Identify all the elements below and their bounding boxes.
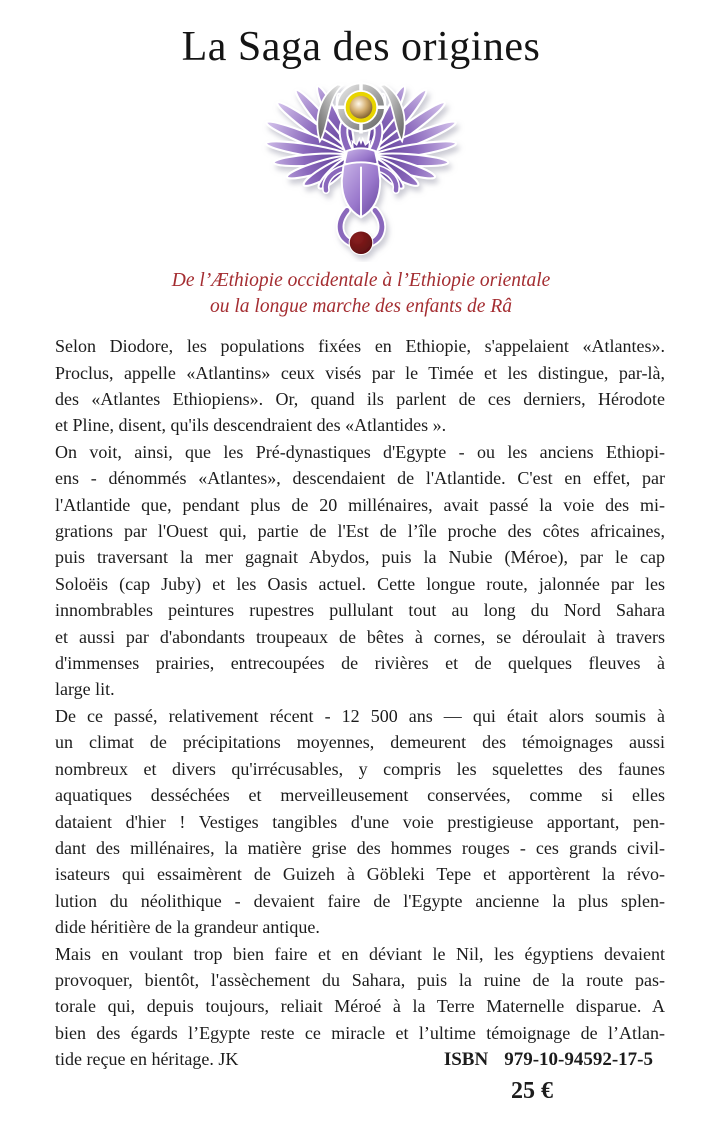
text-line: un climat de précipitations moyennes, demeurent des témoignages aussi bbox=[55, 732, 665, 753]
paragraph-2 bbox=[55, 439, 665, 703]
scarab-emblem-icon bbox=[247, 74, 475, 262]
page-title: La Saga des origines bbox=[181, 24, 541, 70]
price: 25 € bbox=[511, 1077, 553, 1104]
text-line: De ce passé, relativement récent - 12 500 ans — qui était alors soumis à bbox=[55, 705, 665, 726]
text-line: l'Atlantide que, pendant plus de 20 millénaires, avait passé la voie des mi- bbox=[55, 494, 665, 515]
text-line: d'immenses prairies, entrecoupées de rivières et de quelques fleuves à bbox=[55, 653, 665, 674]
text-line: Proclus, appelle «Atlantins» ceux visés par le Timée et les distingue, par-là, bbox=[55, 362, 665, 383]
body-text bbox=[55, 333, 665, 1105]
scarab-body bbox=[342, 139, 380, 218]
red-orb bbox=[349, 231, 373, 255]
closing-line: tide reçue en héritage. JK bbox=[55, 1049, 239, 1070]
isbn-label: ISBN bbox=[443, 1049, 489, 1071]
paragraph-1 bbox=[55, 333, 665, 439]
text-line: puis traversant la mer gagnait Abydos, puis la Nubie (Méroe), par le cap bbox=[55, 547, 665, 568]
text-line: provoquer, bientôt, l'assèchement du Sahara, puis la ruine de la route pas- bbox=[55, 969, 665, 990]
text-line: et Pline, disent, qu'ils descendraient des «Atlantides ». bbox=[55, 415, 447, 436]
text-line: grations par l'Ouest qui, partie de l'Est de l’île proche des côtes africaines, bbox=[55, 521, 665, 542]
text-line: Mais en voulant trop bien faire et en déviant le Nil, les égyptiens devaient bbox=[55, 943, 665, 964]
text-line: large lit. bbox=[55, 679, 115, 700]
text-line: des «Atlantes Ethiopiens». Or, quand ils parlent de ces derniers, Hérodote bbox=[55, 389, 665, 409]
subtitle bbox=[0, 268, 722, 320]
isbn-value: 979-10-94592-17-5 bbox=[504, 1049, 653, 1071]
text-line: Soloëis (cap Juby) et les Oasis actuel. Cette longue route, jalonnée par les bbox=[55, 573, 665, 594]
text-line: Selon Diodore, les populations fixées en Ethiopie, s'appelaient «Atlantes». bbox=[55, 336, 665, 357]
text-line: bien des égards l’Egypte reste ce miracle et l’ultime témoignage de l’Atlan- bbox=[55, 1022, 665, 1043]
paragraph-3 bbox=[55, 703, 665, 941]
isbn bbox=[444, 1047, 653, 1073]
price-row bbox=[55, 1076, 665, 1106]
winged-scarab-logo bbox=[0, 74, 722, 266]
text-line: torale qui, depuis toujours, reliait Méroé à la Terre Maternelle disparue. A bbox=[55, 996, 665, 1017]
text-line: dide héritière de la grandeur antique. bbox=[55, 917, 320, 938]
footer-row bbox=[55, 1046, 665, 1073]
subtitle-line-2: ou la longue marche des enfants de Râ bbox=[209, 296, 512, 318]
text-line: aquatiques desséchées et merveilleusement conservées, comme si elles bbox=[55, 785, 665, 806]
text-line: dant des millénaires, la matière grise des hommes rouges - ces grands civil- bbox=[55, 837, 665, 858]
subtitle-line-1: De l’Æthiopie occidentale à l’Ethiopie orientale bbox=[171, 270, 551, 292]
text-line: isateurs qui essaimèrent de Guizeh à Göbleki Tepe et apportèrent la révo- bbox=[55, 864, 665, 885]
text-line: ens - dénommés «Atlantes», descendaient de l'Atlantide. C'est en effet, par bbox=[55, 468, 665, 489]
text-line: dataient d'hier ! Vestiges tangibles d'une voie prestigieuse apportant, pen- bbox=[55, 811, 665, 832]
text-line: innombrables peintures rupestres pullulant tout au long du Nord Sahara bbox=[55, 600, 665, 621]
paragraph-4 bbox=[55, 941, 665, 1047]
text-line: On voit, ainsi, que les Pré-dynastiques d'Egypte - ou les anciens Ethiopi- bbox=[55, 441, 665, 462]
text-line: lution du néolithique - devaient faire de l'Egypte ancienne la plus splen- bbox=[55, 890, 665, 911]
text-line: nombreux et divers qu'irrécusables, y compris les squelettes des faunes bbox=[55, 758, 665, 779]
text-line: et aussi par d'abondants troupeaux de bêtes à cornes, se déroulait à travers bbox=[55, 626, 665, 647]
